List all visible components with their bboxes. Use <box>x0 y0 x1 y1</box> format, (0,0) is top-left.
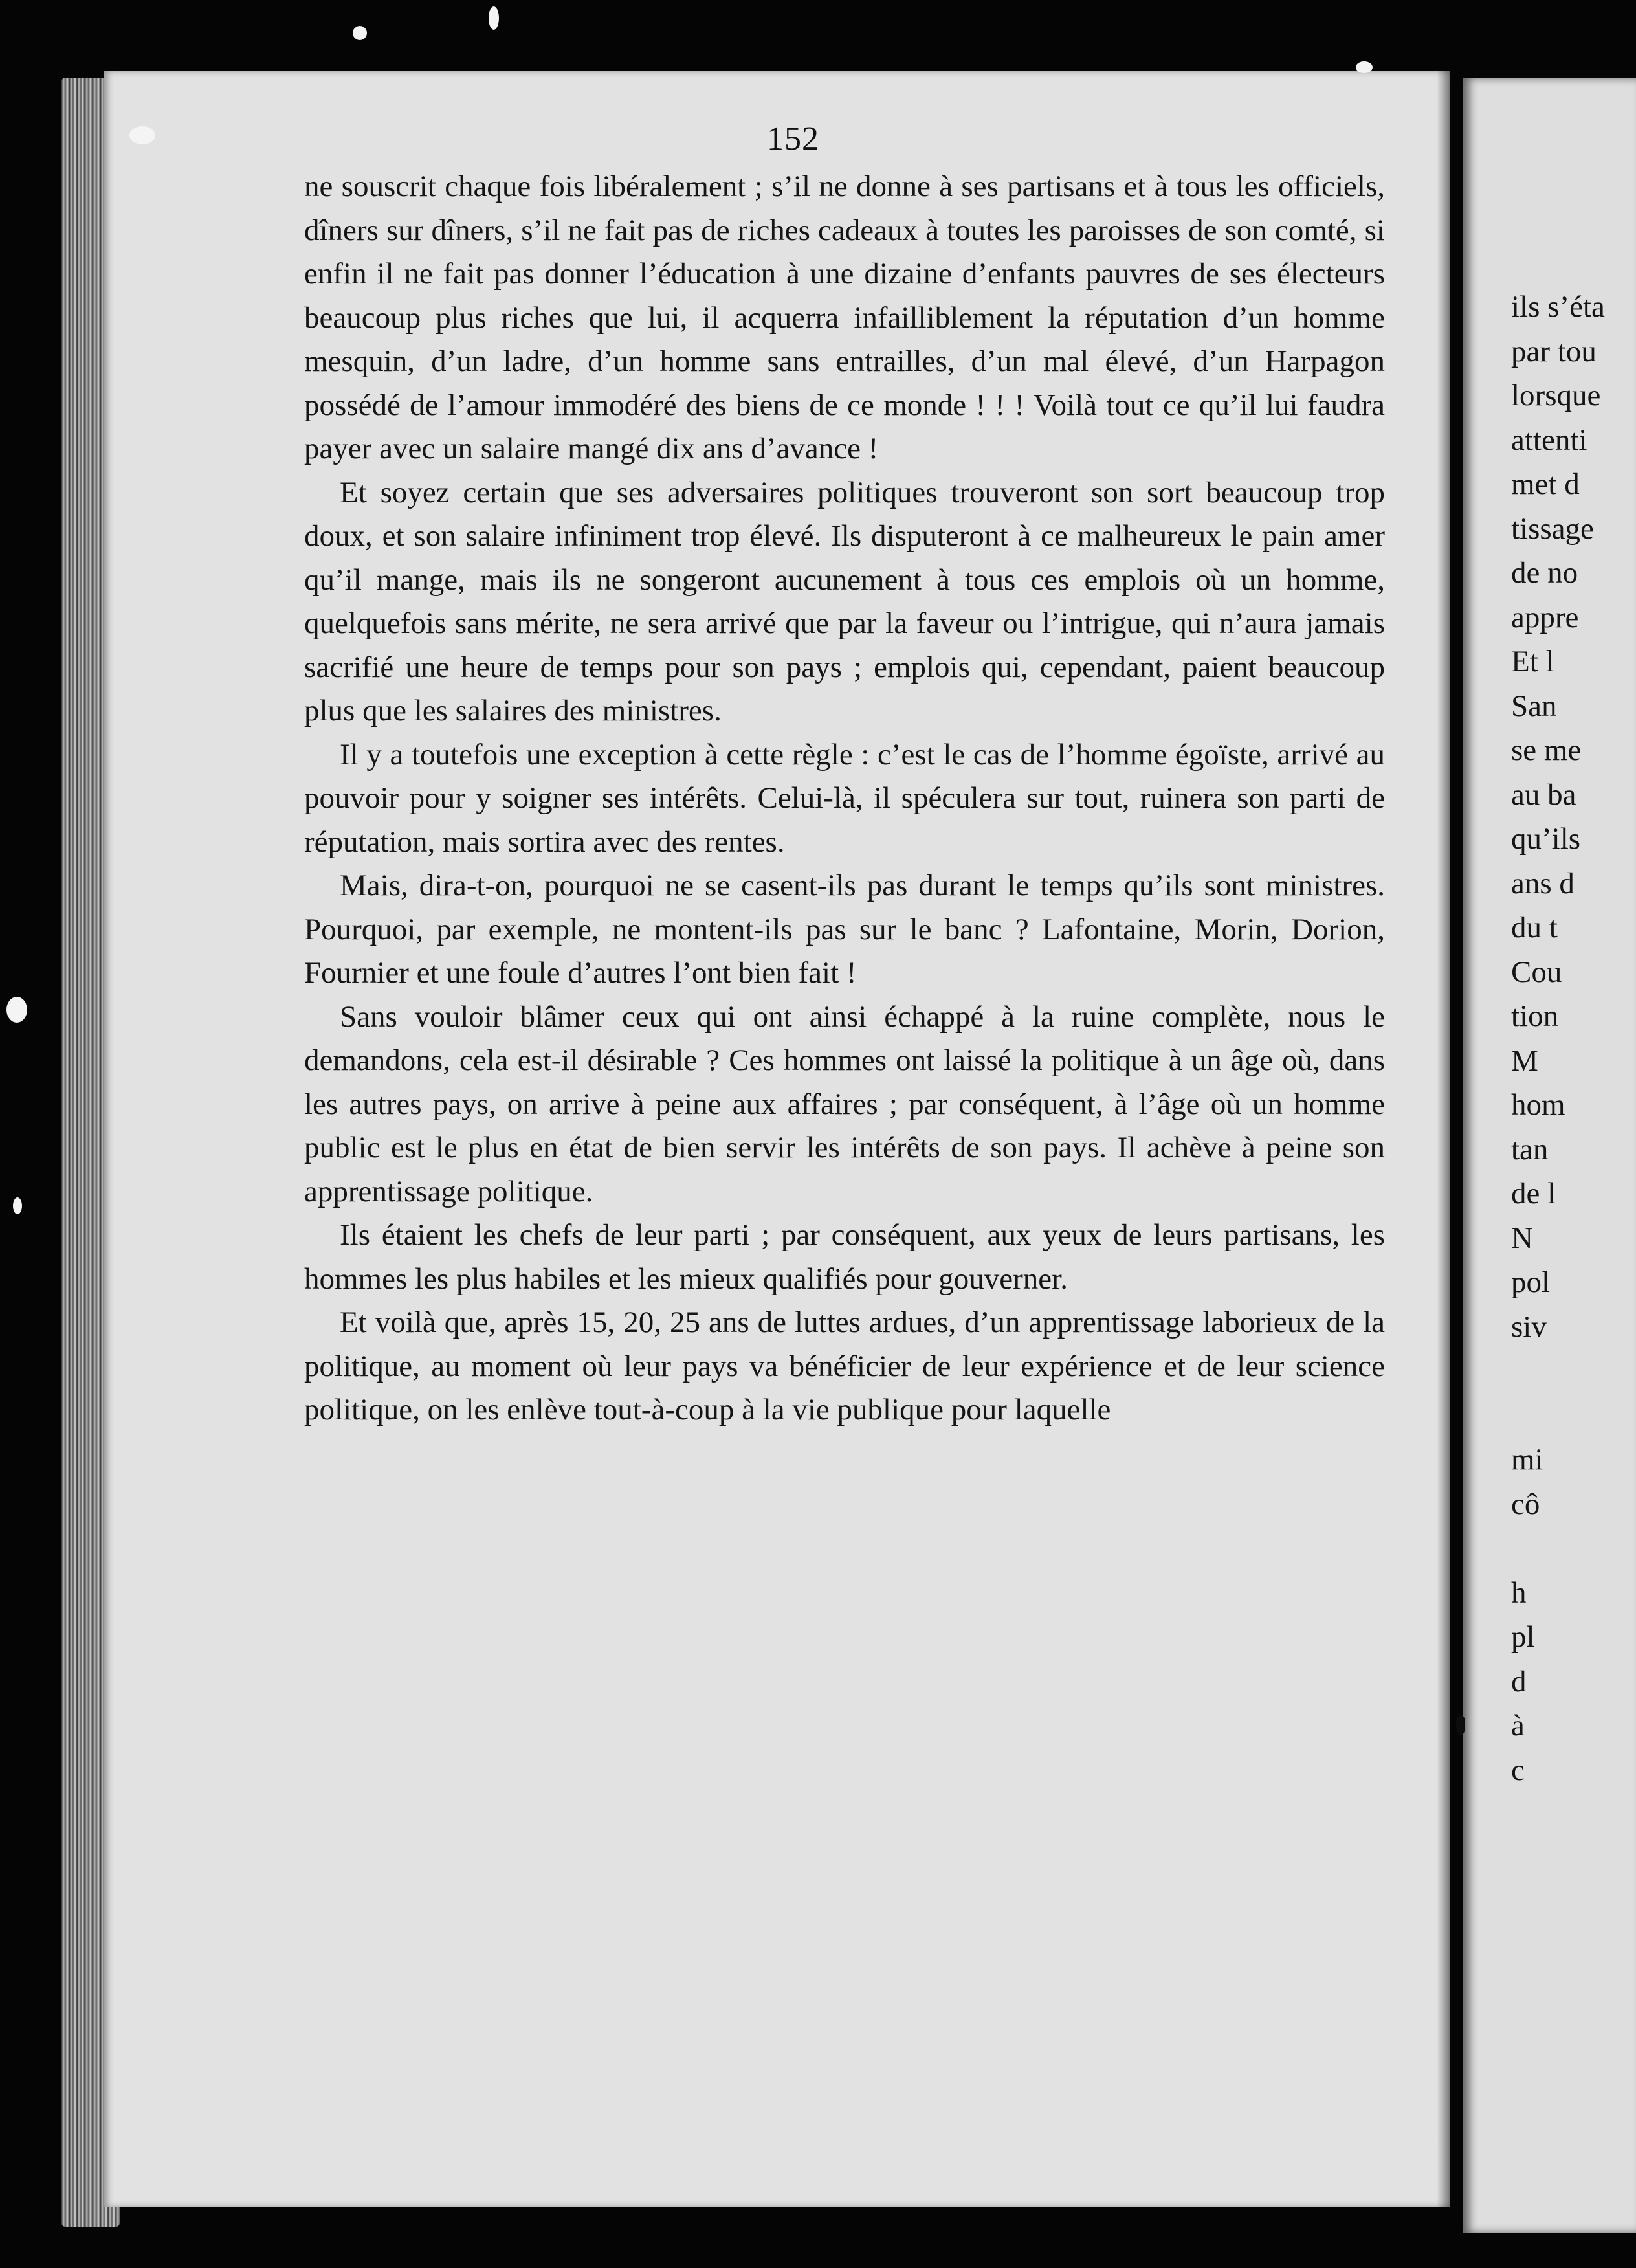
scan-speck <box>129 126 155 144</box>
facing-line: pl <box>1511 1620 1535 1654</box>
facing-line: pol <box>1511 1265 1551 1299</box>
facing-line: de no <box>1511 556 1578 590</box>
body-text <box>304 165 1385 1432</box>
facing-line: de l <box>1511 1177 1556 1210</box>
facing-line: San <box>1511 689 1557 723</box>
facing-line: N <box>1511 1221 1533 1255</box>
facing-line: tan <box>1511 1132 1549 1166</box>
paragraph-6: Ils étaient les chefs de leur parti ; par conséquent, aux yeux de leurs partisans, les hommes les plus habiles et les mieux qualifiés pour gouverner. <box>304 1218 1385 1296</box>
gutter-shadow <box>1437 71 1450 2207</box>
facing-line: Et l <box>1511 645 1554 678</box>
facing-line: du t <box>1511 911 1558 944</box>
facing-line: mi <box>1511 1443 1543 1476</box>
scan-speck <box>489 6 499 30</box>
facing-line: par tou <box>1511 334 1597 368</box>
facing-line: à <box>1511 1709 1525 1742</box>
paragraph-1: ne souscrit chaque fois libéralement ; s’il ne donne à ses partisans et à tous les officiels, dîners sur dîners, s’il ne fait pas de riches cadeaux à toutes les paroisses de son comté, si enfin il ne fait pas donner l’éducation à une dizaine d’enfants pauvres de ses électeurs beaucoup plus riches que lui, il acquerra infailliblement la réputation d’un homme mesquin, d’un ladre, d’un homme sans entrailles, d’un mal élevé, d’un Harpagon possédé de l’amour immodéré des biens de ce monde ! ! ! Voilà tout ce qu’il lui faudra payer avec un salaire mangé dix ans d’avance ! <box>304 170 1385 465</box>
page-number: 152 <box>767 120 819 157</box>
paragraph-2: Et soyez certain que ses adversaires politiques trouveront son sort beaucoup trop doux, et son salaire infiniment trop élevé. Ils disputeront à ce malheureux le pain amer qu’il mange, mais ils ne songeront aucunement à tous ces emplois où un homme, quelquefois sans mérite, ne sera arrivé que par la faveur ou l’intrigue, qui n’aura jamais sacrifié une heure de temps pour son pays ; emplois qui, cependant, paient beaucoup plus que les salaires des ministres. <box>304 475 1385 728</box>
facing-line: Cou <box>1511 955 1562 989</box>
facing-line: lorsque <box>1511 379 1601 412</box>
facing-line: au ba <box>1511 777 1576 812</box>
facing-line: h <box>1511 1575 1527 1610</box>
scan-speck <box>6 997 27 1023</box>
facing-line: ans d <box>1511 866 1575 900</box>
scan-speck <box>1356 61 1373 73</box>
paragraph-7: Et voilà que, après 15, 20, 25 ans de luttes ardues, d’un apprentissage laborieux de la politique, au moment où leur pays va bénéficier de leur expérience et de leur science politique, on les enlève tout-à-coup à la vie publique pour laquelle <box>304 1306 1385 1427</box>
facing-line: hom <box>1511 1088 1565 1122</box>
facing-line: met d <box>1511 467 1580 501</box>
facing-line <box>1511 1349 1636 1394</box>
facing-line: attenti <box>1511 423 1587 457</box>
scan-blot <box>1456 1715 1465 1735</box>
facing-line: se me <box>1511 733 1582 767</box>
paragraph-3: Il y a toutefois une exception à cette règle : c’est le cas de l’homme égoïste, arrivé au pouvoir pour y soigner ses intérêts. Celui-là, il spéculera sur tout, ruinera son parti de réputation, mais sortira avec des rentes. <box>304 737 1385 859</box>
facing-line: qu’ils <box>1511 822 1581 856</box>
scan-speck <box>13 1197 22 1214</box>
facing-line: c <box>1511 1753 1525 1787</box>
facing-page-text <box>1511 285 1636 1792</box>
facing-line: d <box>1511 1664 1527 1698</box>
scan-speck <box>353 26 367 40</box>
facing-line <box>1511 1394 1636 1438</box>
paragraph-5: Sans vouloir blâmer ceux qui ont ainsi échappé à la ruine complète, nous le demandons, cela est-il désirable ? Ces hommes ont laissé la politique à un âge où, dans les autres pays, on arrive à peine aux affaires ; par conséquent, à l’âge où un homme public est le plus en état de bien servir les intérêts de son pays. Il achève à peine son apprentissage politique. <box>304 999 1385 1208</box>
facing-line: tion <box>1511 999 1559 1033</box>
facing-line: cô <box>1511 1487 1540 1521</box>
facing-line: M <box>1511 1043 1538 1078</box>
facing-line: tissage <box>1511 511 1594 546</box>
facing-line: siv <box>1511 1309 1547 1344</box>
facing-line: ils s’éta <box>1511 290 1605 324</box>
paragraph-4: Mais, dira-t-on, pourquoi ne se casent-ils pas durant le temps qu’ils sont ministres. Pourquoi, par exemple, ne montent-ils pas sur le banc ? Lafontaine, Morin, Dorion, Fournier et une foule d’autres l’ont bien fait ! <box>304 869 1385 990</box>
facing-line <box>1511 1526 1636 1571</box>
facing-line: appre <box>1511 600 1579 634</box>
